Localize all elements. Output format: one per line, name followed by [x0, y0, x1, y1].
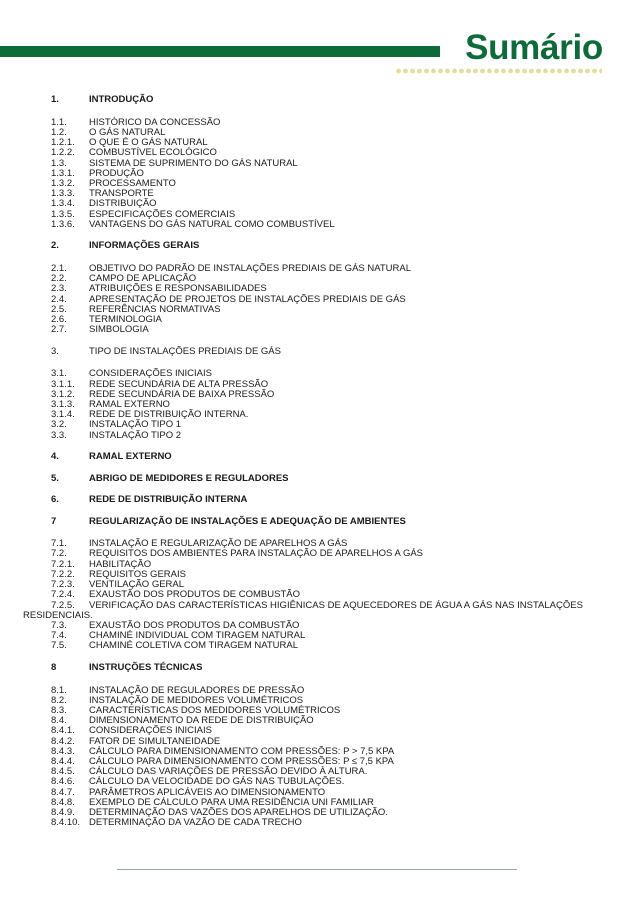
toc-entry — [51, 495, 596, 505]
toc-entry-title: RAMAL EXTERNO — [89, 451, 172, 463]
toc-entry-title: DETERMINAÇÃO DA VAZÃO DE CADA TRECHO — [89, 817, 302, 829]
toc-entry-title: PARÂMETROS APLICÁVEIS AO DIMENSIONAMENTO — [89, 786, 326, 798]
toc-entry-title: CÁLCULO DAS VARIAÇÕES DE PRESSÃO DEVIDO À ALTURA. — [89, 766, 368, 778]
toc-entry-number: 2.7. — [51, 324, 67, 336]
toc-entry-title: SIMBOLOGIA — [89, 324, 149, 336]
toc-entry — [51, 199, 596, 209]
toc-entry-number: 1.2.2. — [51, 147, 75, 159]
toc-entry-title: PROCESSAMENTO — [89, 177, 176, 189]
toc-entry-title: O QUE É O GÁS NATURAL — [89, 137, 208, 149]
toc-entry-title: COMBUSTÍVEL ECOLÓGICO — [89, 147, 217, 159]
toc-entry-title: DIMENSIONAMENTO DA REDE DE DISTRIBUIÇÃO — [89, 715, 314, 727]
toc-entry-number: 8.4.9. — [51, 806, 75, 818]
toc-entry-number: 8.1. — [51, 684, 67, 696]
toc-entry-title: REDE DE DISTRIBUIÇÃO INTERNA. — [89, 409, 249, 421]
toc-entry-number: 8.4.5. — [51, 766, 75, 778]
toc-entry-title: INFORMAÇÕES GERAIS — [89, 240, 200, 252]
toc-entry-number: 7.2. — [51, 548, 67, 560]
toc-entry — [51, 517, 596, 527]
toc-entry-title: OBJETIVO DO PADRÃO DE INSTALAÇÕES PREDIAIS DE GÁS NATURAL — [89, 262, 412, 274]
toc-entry-number: 1.3.4. — [51, 198, 75, 210]
toc-entry-number: 3.2. — [51, 419, 67, 431]
toc-entry-number: 2.4. — [51, 293, 67, 305]
toc-entry-number: 1.1. — [51, 116, 67, 128]
toc-entry — [51, 474, 596, 484]
toc-entry-title: CONSIDERAÇÕES INICIAIS — [89, 368, 212, 380]
toc-entry-title: CÁLCULO PARA DIMENSIONAMENTO COM PRESSÕES: P > 7,5 KPA — [89, 745, 395, 757]
toc-entry-number: 7.5. — [51, 640, 67, 652]
toc-entry-title: VANTAGENS DO GÁS NATURAL COMO COMBUSTÍVEL — [89, 218, 335, 230]
toc-entry-title: CHAMINÉ INDIVIDUAL COM TIRAGEM NATURAL — [89, 630, 306, 642]
toc-entry — [51, 590, 596, 600]
toc-entry-number: 5. — [51, 472, 59, 484]
toc-entry-number: 2.6. — [51, 313, 67, 325]
toc-entry-number: 3.1.1. — [51, 378, 75, 390]
toc-entry-number: 7.2.2. — [51, 568, 75, 580]
toc-entry-number: 8.4.10. — [51, 817, 81, 829]
toc-entry — [51, 601, 596, 611]
toc-entry-number: 3.3. — [51, 429, 67, 441]
toc-entry-number: 8.4.4. — [51, 755, 75, 767]
toc-entry-number: 2.2. — [51, 273, 67, 285]
toc-entry-title: REQUISITOS DOS AMBIENTES PARA INSTALAÇÃO DE APARELHOS A GÁS — [89, 548, 424, 560]
toc-entry-number: 8.4.3. — [51, 745, 75, 757]
toc-entry-title: REDE DE DISTRIBUIÇÃO INTERNA — [89, 494, 248, 506]
toc-entry-number: 2.5. — [51, 303, 67, 315]
toc-entry-title: INSTALAÇÃO E REGULARIZAÇÃO DE APARELHOS A GÁS — [89, 538, 348, 550]
toc-entry-title: INSTALAÇÃO DE REGULADORES DE PRESSÃO — [89, 684, 305, 696]
toc-entry-title: ABRIGO DE MEDIDORES E REGULADORES — [89, 472, 289, 484]
toc-entry-title: CAMPO DE APLICAÇÃO — [89, 273, 197, 285]
toc-entry-number: 8.2. — [51, 694, 67, 706]
toc-entry-number: 3.1.4. — [51, 409, 75, 421]
toc-entry-number: 7.2.4. — [51, 589, 75, 601]
toc-entry-number: 2.1. — [51, 262, 67, 274]
toc-entry-number: 8 — [51, 661, 57, 673]
toc-entry-title: HISTÓRICO DA CONCESSÃO — [89, 116, 221, 128]
toc-entry — [51, 431, 596, 441]
toc-entry — [51, 726, 596, 736]
toc-entry-title: REDE SECUNDÁRIA DE ALTA PRESSÃO — [89, 378, 269, 390]
toc-entry-number: 8.4.2. — [51, 735, 75, 747]
toc-entry — [51, 818, 596, 828]
toc-entry — [51, 452, 596, 462]
toc-entry-number: 8.4.7. — [51, 786, 75, 798]
toc-entry-title: VENTILAÇÃO GERAL — [89, 579, 185, 591]
toc-entry-number: 1.3.5. — [51, 208, 75, 220]
toc-entry-title: DETERMINAÇÃO DAS VAZÕES DOS APARELHOS DE UTILIZAÇÃO. — [89, 806, 388, 818]
toc-entry-number: 7.2.3. — [51, 579, 75, 591]
toc-entry — [51, 95, 596, 105]
toc-entry — [51, 347, 596, 357]
toc-entry-title: EXEMPLO DE CÁLCULO PARA UMA RESIDÊNCIA UNI FAMILIAR — [89, 796, 374, 808]
toc-entry-number: 6. — [51, 494, 59, 506]
toc-entry — [51, 641, 596, 651]
decorative-dots — [395, 67, 602, 75]
toc-entry-title: CONSIDERAÇÕES INICIAIS — [89, 725, 212, 737]
toc-entry-title: DISTRIBUIÇÃO — [89, 198, 157, 210]
toc-entry-title: INTRODUÇÃO — [89, 94, 154, 105]
toc-entry-title: SISTEMA DE SUPRIMENTO DO GÁS NATURAL — [89, 157, 298, 169]
toc-entry-title: FATOR DE SIMULTANEIDADE — [89, 735, 221, 747]
toc-entry-number: 7.2.5. — [51, 599, 75, 611]
toc-entry-number: 1.2. — [51, 126, 67, 138]
toc-entry-number: 7.4. — [51, 630, 67, 642]
toc-entry-title: RAMAL EXTERNO — [89, 398, 170, 410]
toc-entry-title: ATRIBUIÇÕES E RESPONSABILIDADES — [89, 283, 267, 295]
toc-entry-title: REGULARIZAÇÃO DE INSTALAÇÕES E ADEQUAÇÃO DE AMBIENTES — [89, 515, 406, 527]
table-of-contents — [23, 94, 596, 829]
toc-entry-title: REDE SECUNDÁRIA DE BAIXA PRESSÃO — [89, 388, 275, 400]
footer-divider — [117, 869, 517, 870]
toc-entry-number: 1. — [51, 94, 59, 105]
toc-entry-number: 1.3.3. — [51, 188, 75, 200]
toc-entry-number: 7.2.1. — [51, 558, 75, 570]
toc-entry-title: CÁLCULO DA VELOCIDADE DO GÁS NAS TUBULAÇÕES. — [89, 776, 345, 788]
toc-entry-title: APRESENTAÇÃO DE PROJETOS DE INSTALAÇÕES PREDIAIS DE GÁS — [89, 293, 406, 305]
toc-entry-title: HABILITAÇÃO — [89, 558, 152, 570]
toc-entry-title: EXAUSTÃO DOS PRODUTOS DE COMBUSTÃO — [89, 589, 300, 601]
toc-entry-title: ESPECIFICAÇÕES COMERCIAIS — [89, 208, 236, 220]
toc-entry-title: TRANSPORTE — [89, 188, 154, 200]
toc-entry-title: TERMINOLOGIA — [89, 313, 162, 325]
toc-entry-number: 7.1. — [51, 538, 67, 550]
toc-entry-number: 7.3. — [51, 619, 67, 631]
toc-entry-title: REFERÊNCIAS NORMATIVAS — [89, 303, 221, 315]
toc-entry-title: INSTRUÇÕES TÉCNICAS — [89, 661, 203, 673]
toc-entry-continuation: RESIDENCIAIS. — [23, 609, 93, 621]
header-bar — [0, 46, 440, 57]
toc-entry-title: INSTALAÇÃO TIPO 2 — [89, 429, 182, 441]
toc-entry-number: 8.4.8. — [51, 796, 75, 808]
toc-entry-title: EXAUSTÃO DOS PRODUTOS DA COMBUSTÃO — [89, 619, 300, 631]
toc-entry — [51, 325, 596, 335]
toc-entry-number: 1.2.1. — [51, 137, 75, 149]
toc-entry — [51, 148, 596, 158]
page-title: Sumário — [465, 28, 603, 67]
toc-entry-number: 8.4.6. — [51, 776, 75, 788]
toc-entry-number: 3. — [51, 345, 59, 357]
toc-entry-number: 4. — [51, 451, 59, 463]
toc-entry — [51, 220, 596, 230]
toc-entry-number: 7 — [51, 515, 57, 527]
toc-entry-number: 2.3. — [51, 283, 67, 295]
toc-entry-title: CARACTERÍSTICAS DOS MEDIDORES VOLUMÉTRICOS — [89, 704, 341, 716]
toc-entry-number: 1.3.6. — [51, 218, 75, 230]
toc-entry — [51, 663, 596, 673]
toc-entry-number: 3.1.3. — [51, 398, 75, 410]
toc-entry-title: INSTALAÇÃO TIPO 1 — [89, 419, 182, 431]
toc-entry-number: 8.4.1. — [51, 725, 75, 737]
toc-entry-number: 8.3. — [51, 704, 67, 716]
toc-entry — [51, 241, 596, 251]
toc-entry-number: 3.1.2. — [51, 388, 75, 400]
toc-entry-title: CHAMINÉ COLETIVA COM TIRAGEM NATURAL — [89, 640, 299, 652]
toc-entry-number: 2. — [51, 240, 59, 252]
toc-entry-title: TIPO DE INSTALAÇÕES PREDIAIS DE GÁS — [89, 345, 281, 357]
toc-entry-title: INSTALAÇÃO DE MEDIDORES VOLUMÉTRICOS — [89, 694, 304, 706]
toc-entry-title: CÁLCULO PARA DIMENSIONAMENTO COM PRESSÕES: P ≤ 7,5 KPA — [89, 755, 394, 767]
toc-entry-number: 1.3.2. — [51, 177, 75, 189]
toc-entry-number: 3.1. — [51, 368, 67, 380]
toc-entry-title: REQUISITOS GERAIS — [89, 568, 186, 580]
toc-entry-title: PRODUÇÃO — [89, 167, 144, 179]
toc-entry-title: VERIFICAÇÃO DAS CARACTERÍSTICAS HIGIÊNICAS DE AQUECEDORES DE ÁGUA A GÁS NAS INSTALAÇÕES — [89, 599, 583, 611]
toc-entry-title: O GÁS NATURAL — [89, 126, 166, 138]
toc-entry-number: 8.4. — [51, 715, 67, 727]
toc-entry-number: 1.3. — [51, 157, 67, 169]
toc-entry-number: 1.3.1. — [51, 167, 75, 179]
